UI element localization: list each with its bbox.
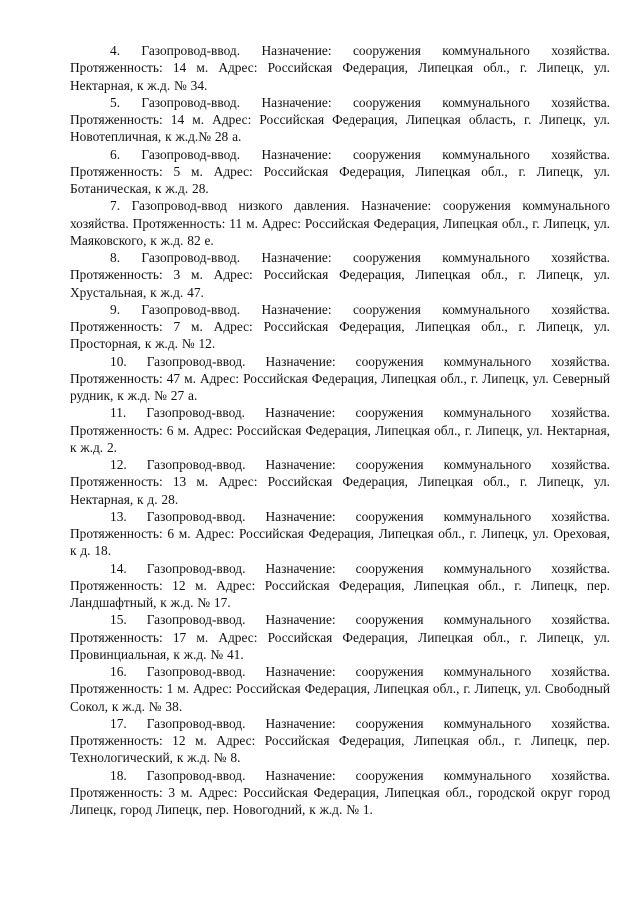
list-item-6: 6. Газопровод-ввод. Назначение: сооружения коммунального хозяйства. Протяженность: 5 м. Адрес: Российская Федерация, Липецкая обл., г. Липецк, ул. Ботаническая, к ж.д. 28. (70, 146, 610, 196)
list-item-14: 14. Газопровод-ввод. Назначение: сооружения коммунального хозяйства. Протяженность: 12 м. Адрес: Российская Федерация, Липецкая обл., г. Липецк, пер. Ландшафтный, к ж.д. № 17. (70, 560, 610, 610)
list-item-8: 8. Газопровод-ввод. Назначение: сооружения коммунального хозяйства. Протяженность: 3 м. Адрес: Российская Федерация, Липецкая обл., г. Липецк, ул. Хрустальная, к ж.д. 47. (70, 250, 610, 300)
list-item-18: 18. Газопровод-ввод. Назначение: сооружения коммунального хозяйства. Протяженность: 3 м. Адрес: Российская Федерация, Липецкая обл., городской округ город Липецк, город Липецк, пер. Новогодний, к ж.д. № 1. (70, 767, 610, 817)
list-item-5: 5. Газопровод-ввод. Назначение: сооружения коммунального хозяйства. Протяженность: 14 м. Адрес: Российская Федерация, Липецкая область, г. Липецк, ул. Новотепличная, к ж.д.№ 28 а. (70, 94, 610, 145)
list-item-13: 13. Газопровод-ввод. Назначение: сооружения коммунального хозяйства. Протяженность: 6 м. Адрес: Российская Федерация, Липецкая обл., г. Липецк, ул. Ореховая, к д. 18. (70, 508, 610, 559)
list-item-4: 4. Газопровод-ввод. Назначение: сооружения коммунального хозяйства. Протяженность: 14 м. Адрес: Российская Федерация, Липецкая обл., г. Липецк, ул. Нектарная, к ж.д. № 34. (70, 43, 610, 93)
list-item-10: 10. Газопровод-ввод. Назначение: сооружения коммунального хозяйства. Протяженность: 47 м. Адрес: Российская Федерация, Липецкая обл., г. Липецк, ул. Северный рудник, к ж.д. № 27 а. (70, 353, 610, 403)
list-item-7: 7. Газопровод-ввод низкого давления. Назначение: сооружения коммунального хозяйства. Протяженность: 11 м. Адрес: Российская Федерация, Липецкая обл., г. Липецк, ул. Маяковского, к ж.д. 82 е. (70, 198, 610, 248)
list-item-11: 11. Газопровод-ввод. Назначение: сооружения коммунального хозяйства. Протяженность: 6 м. Адрес: Российская Федерация, Липецкая обл., г. Липецк, ул. Нектарная, к ж.д. 2. (70, 405, 610, 455)
list-item-17: 17. Газопровод-ввод. Назначение: сооружения коммунального хозяйства. Протяженность: 12 м. Адрес: Российская Федерация, Липецкая обл., г. Липецк, пер. Технологический, к ж.д. № 8. (70, 715, 610, 766)
list-item-9: 9. Газопровод-ввод. Назначение: сооружения коммунального хозяйства. Протяженность: 7 м. Адрес: Российская Федерация, Липецкая обл., г. Липецк, ул. Просторная, к ж.д. № 12. (70, 301, 610, 352)
list-item-16: 16. Газопровод-ввод. Назначение: сооружения коммунального хозяйства. Протяженность: 1 м. Адрес: Российская Федерация, Липецкая обл., г. Липецк, ул. Свободный Сокол, к ж.д. № 38. (70, 664, 610, 714)
list-item-12: 12. Газопровод-ввод. Назначение: сооружения коммунального хозяйства. Протяженность: 13 м. Адрес: Российская Федерация, Липецкая обл., г. Липецк, ул. Нектарная, к д. 28. (70, 457, 610, 507)
list-item-15: 15. Газопровод-ввод. Назначение: сооружения коммунального хозяйства. Протяженность: 17 м. Адрес: Российская Федерация, Липецкая обл., г. Липецк, ул. Провинциальная, к ж.д. № 41. (70, 612, 610, 662)
